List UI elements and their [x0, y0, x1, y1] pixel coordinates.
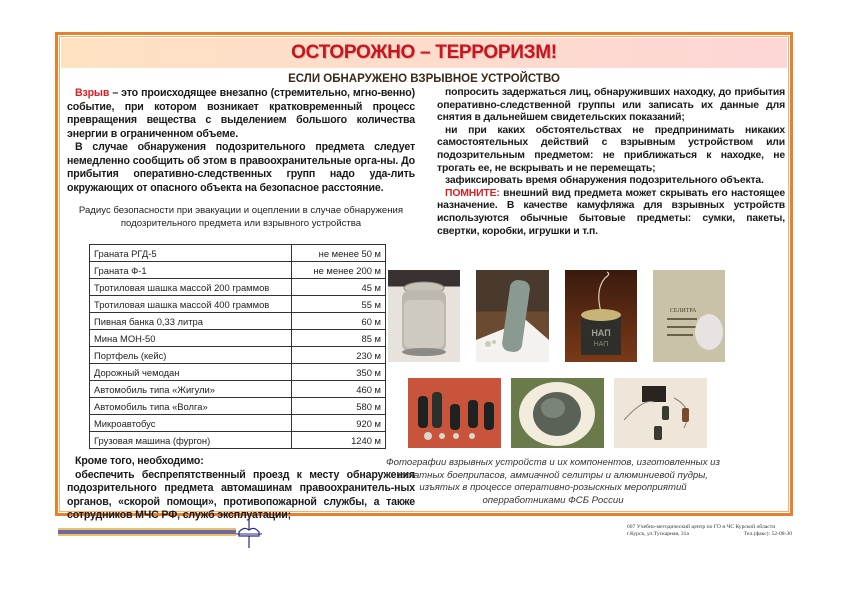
photo-shells	[408, 378, 501, 448]
radius-distance: 230 м	[292, 347, 386, 364]
banner	[61, 38, 787, 68]
footer-phone: Тел.(факс): 52-08-30	[743, 531, 792, 537]
remember-label: ПОМНИТЕ:	[445, 187, 500, 199]
radius-item: Мина МОН-50	[90, 330, 292, 347]
radius-row	[90, 398, 386, 415]
instruction-item: зафиксировать время обнаружения подозрительного объекта.	[445, 175, 764, 187]
radius-item: Микроавтобус	[90, 415, 292, 432]
radius-item: Граната РГД-5	[90, 245, 292, 262]
photo-detonators	[614, 378, 707, 448]
radius-row	[90, 279, 386, 296]
radius-distance: не менее 200 м	[292, 262, 386, 279]
footer-info	[627, 524, 792, 538]
radius-distance: не менее 50 м	[292, 245, 386, 262]
radius-row	[90, 330, 386, 347]
radius-table-caption: Радиус безопасности при эвакуации и оцеплении в случае обнаружения подозрительного предмета или взрывного устройства	[78, 205, 404, 229]
radius-item: Тротиловая шашка массой 200 граммов	[90, 279, 292, 296]
photo-caption: Фотографии взрывных устройств и их компонентов, изготовленных из штатных боеприпасов, аммиачной селитры и алюминиевой пудры, изъятых в процессе оперативно-розыскных мероприятий оперработниками ФСБ России	[386, 457, 720, 506]
radius-row	[90, 313, 386, 330]
radius-item: Автомобиль типа «Волга»	[90, 398, 292, 415]
radius-item: Дорожный чемодан	[90, 364, 292, 381]
remember-paragraph	[437, 188, 785, 238]
book-compass-logo	[236, 518, 262, 548]
radius-item: Портфель (кейс)	[90, 347, 292, 364]
radius-distance: 1240 м	[292, 432, 386, 449]
detonators-image	[614, 378, 707, 448]
radius-item: Пивная банка 0,33 литра	[90, 313, 292, 330]
radius-distance: 350 м	[292, 364, 386, 381]
photo-scrap-metal	[511, 378, 604, 448]
photo-sack-device	[653, 270, 725, 362]
instruction-item: попросить задержаться лиц, обнаруживших находку, до прибытия оперативно-следственной группы или записать их данные для снятия в дальнейшем свидетельских показаний;	[437, 87, 785, 124]
sack-image	[653, 270, 725, 362]
radius-item: Автомобиль типа «Жигули»	[90, 381, 292, 398]
scrap-image	[511, 378, 604, 448]
radius-distance: 920 м	[292, 415, 386, 432]
can-label-bottom: НАП	[593, 341, 609, 348]
radius-distance: 85 м	[292, 330, 386, 347]
definition-text: – это происходящее внезапно (стремительно, мгно-венно) событие, при котором возникает кратковременный процесс превращения вещества с выделением большого количества энергии в ограниченном объеме.	[67, 87, 415, 140]
photo-row-1	[385, 270, 725, 362]
can-label-top: НАП	[591, 328, 611, 338]
radius-item: Грузовая машина (фургон)	[90, 432, 292, 449]
bottle-image	[476, 270, 549, 362]
radius-row	[90, 415, 386, 432]
left-column	[67, 87, 415, 523]
remember-text: внешний вид предмета может скрывать его настоящее назначение. В качестве камуфляжа для взрывных устройств используются обычные бытовые предметы: сумки, пакеты, свертки, коробки, игрушки и т.п.	[437, 187, 785, 237]
radius-row	[90, 245, 386, 262]
radius-item: Тротиловая шашка массой 400 граммов	[90, 296, 292, 313]
instruction-item: ни при каких обстоятельствах не предпринимать никаких самостоятельных действий с взрывным устройством или подозрительным предметом: не приближаться к находке, не трогать ее, не вскрывать и не перемещать;	[437, 124, 785, 174]
footer-org: 607 Учебно-методический центр по ГО и ЧС Курской области	[627, 524, 776, 530]
photo-bottle-device	[476, 270, 549, 362]
also-heading: Кроме того, необходимо:	[75, 455, 204, 467]
section-subtitle: ЕСЛИ ОБНАРУЖЕНО ВЗРЫВНОЕ УСТРОЙСТВО	[288, 73, 560, 85]
footer-divider	[58, 530, 236, 534]
can-image	[565, 270, 637, 362]
radius-distance: 60 м	[292, 313, 386, 330]
radius-distance: 45 м	[292, 279, 386, 296]
radius-row	[90, 364, 386, 381]
jar-image	[388, 270, 460, 362]
instruction-paragraph: В случае обнаружения подозрительного предмета следует немедленно сообщить об этом в правоохранительные орга-ны. До прибытия оперативно-следственных групп надо уда-лить окружающих от опасного объекта на безопасное расстояние.	[67, 141, 415, 194]
radius-row	[90, 296, 386, 313]
radius-distance: 580 м	[292, 398, 386, 415]
photo-can-device	[565, 270, 637, 362]
photo-row-2	[408, 378, 708, 448]
shells-image	[408, 378, 501, 448]
definition-paragraph	[67, 87, 415, 141]
radius-row	[90, 262, 386, 279]
photo-jar-device	[388, 270, 460, 362]
radius-distance: 460 м	[292, 381, 386, 398]
footer-address: г.Курск, ул.Тускарная, 31а	[627, 531, 689, 537]
right-column	[437, 87, 785, 238]
logo-icon	[236, 518, 262, 548]
radius-distance: 55 м	[292, 296, 386, 313]
also-paragraph: обеспечить беспрепятственный проезд к месту обнаружения подозрительного предмета автомашинам правоохранитель-ных органов, «скорой помощи», противопожарной службы, а также сотрудников МЧС РФ, служб эксплуатации;	[67, 468, 415, 521]
sack-label: СЕЛИТРА	[669, 308, 697, 314]
banner-title: ОСТОРОЖНО – ТЕРРОРИЗМ!	[291, 42, 557, 63]
safety-radius-table	[89, 244, 386, 449]
definition-term: Взрыв	[75, 87, 110, 99]
radius-row	[90, 381, 386, 398]
radius-row	[90, 432, 386, 449]
radius-row	[90, 347, 386, 364]
radius-item: Граната Ф-1	[90, 262, 292, 279]
